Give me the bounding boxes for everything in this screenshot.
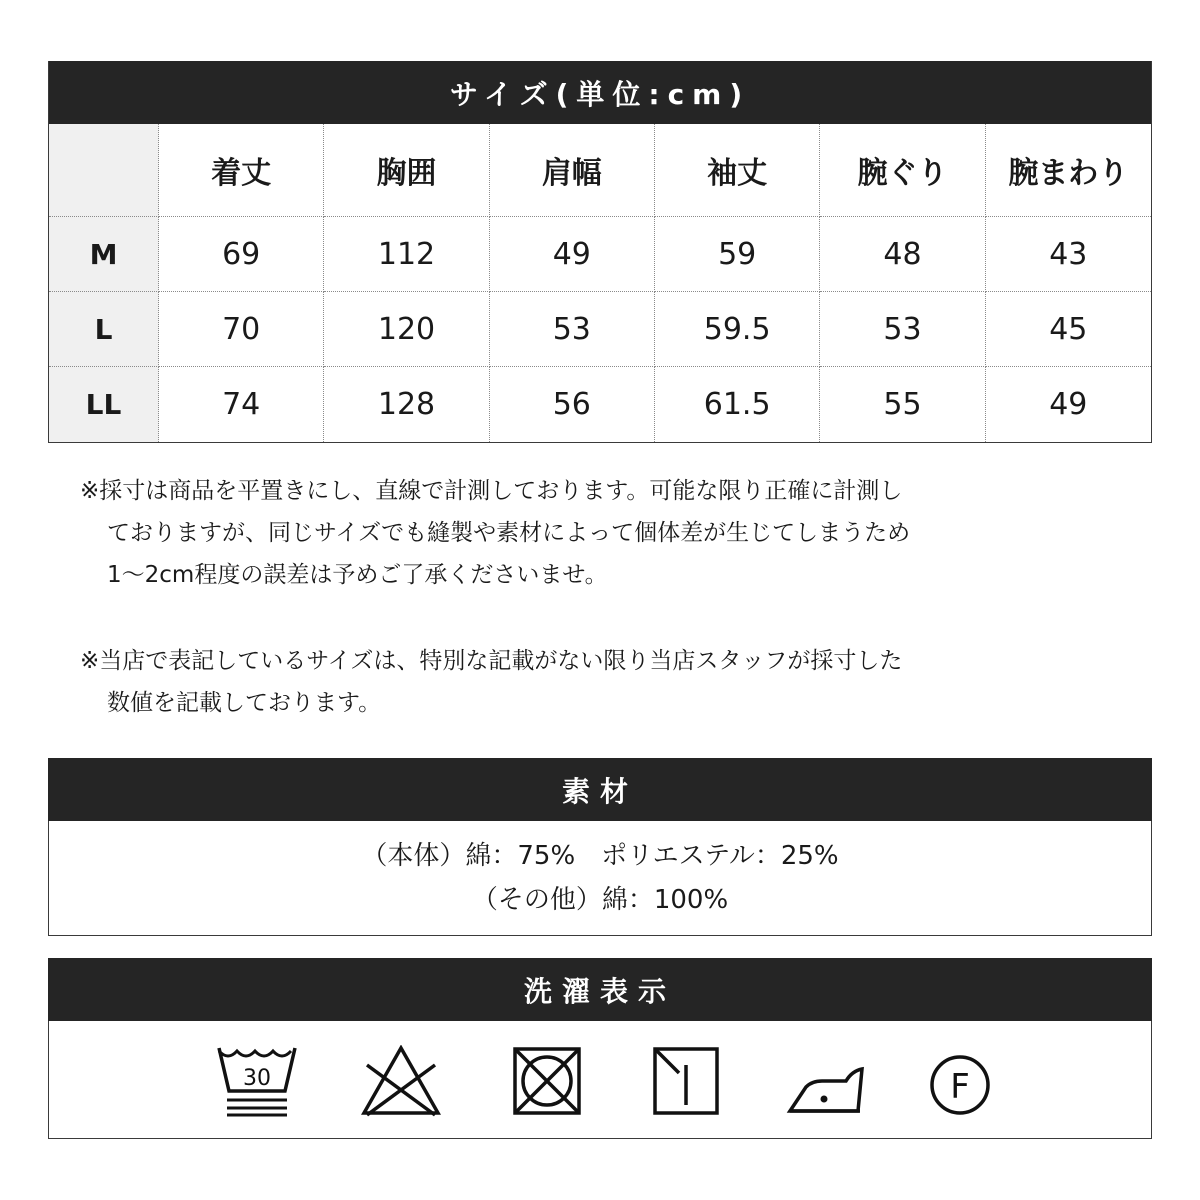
table-cell: 56 [490,367,655,442]
dry-clean-f-icon [927,1045,993,1117]
table-cell: 59.5 [655,292,820,367]
measurement-note [80,470,1140,596]
table-cell: 61.5 [655,367,820,442]
material-section-title: 素材 [48,758,1152,821]
size-source-note [80,640,1140,724]
table-cell: 45 [986,292,1151,367]
table-corner [49,124,159,217]
note-line: ておりますが、同じサイズでも縫製や素材によって個体差が生じてしまうため [107,520,911,546]
table-cell: 74 [159,367,324,442]
iron-low-icon [782,1045,866,1117]
wash-30-gentle-icon [215,1045,299,1117]
column-header: 肩幅 [490,124,655,217]
note-line: 数値を記載しております。 [107,690,382,716]
table-cell: 43 [986,217,1151,292]
row-header-size: LL [49,367,159,442]
wash-temp-label: 30 [243,1066,271,1091]
column-header: 胸囲 [324,124,489,217]
dry-clean-label: F [950,1067,970,1107]
column-header: 袖丈 [655,124,820,217]
no-bleach-icon [361,1045,441,1117]
care-symbols-box [48,1021,1152,1139]
table-cell: 112 [324,217,489,292]
size-table [48,61,1152,443]
table-cell: 69 [159,217,324,292]
care-section-title: 洗濯表示 [48,958,1152,1021]
table-cell: 48 [820,217,985,292]
line-dry-shade-icon [652,1045,720,1117]
row-header-size: M [49,217,159,292]
size-section-title: サイズ(単位:cm) [48,61,1152,124]
table-cell: 53 [820,292,985,367]
material-line-body: （本体）綿：75% ポリエステル：25% [361,841,839,871]
table-cell: 70 [159,292,324,367]
no-tumble-dry-icon [509,1045,585,1117]
note-line: ※採寸は商品を平置きにし、直線で計測しております。可能な限り正確に計測し [80,478,903,504]
column-header: 腕まわり [986,124,1151,217]
table-cell: 120 [324,292,489,367]
column-header: 腕ぐり [820,124,985,217]
table-cell: 128 [324,367,489,442]
material-line-other: （その他）綿：100% [471,885,729,915]
material-box [48,821,1152,936]
column-header: 着丈 [159,124,324,217]
table-cell: 55 [820,367,985,442]
table-cell: 49 [1049,387,1088,422]
table-cell: 49 [490,217,655,292]
table-cell: 53 [490,292,655,367]
row-header-size: L [49,292,159,367]
note-line: 1～2cm程度の誤差は予めご了承くださいませ。 [107,562,608,588]
table-cell: 59 [655,217,820,292]
note-line: ※当店で表記しているサイズは、特別な記載がない限り当店スタッフが採寸した [80,648,903,674]
